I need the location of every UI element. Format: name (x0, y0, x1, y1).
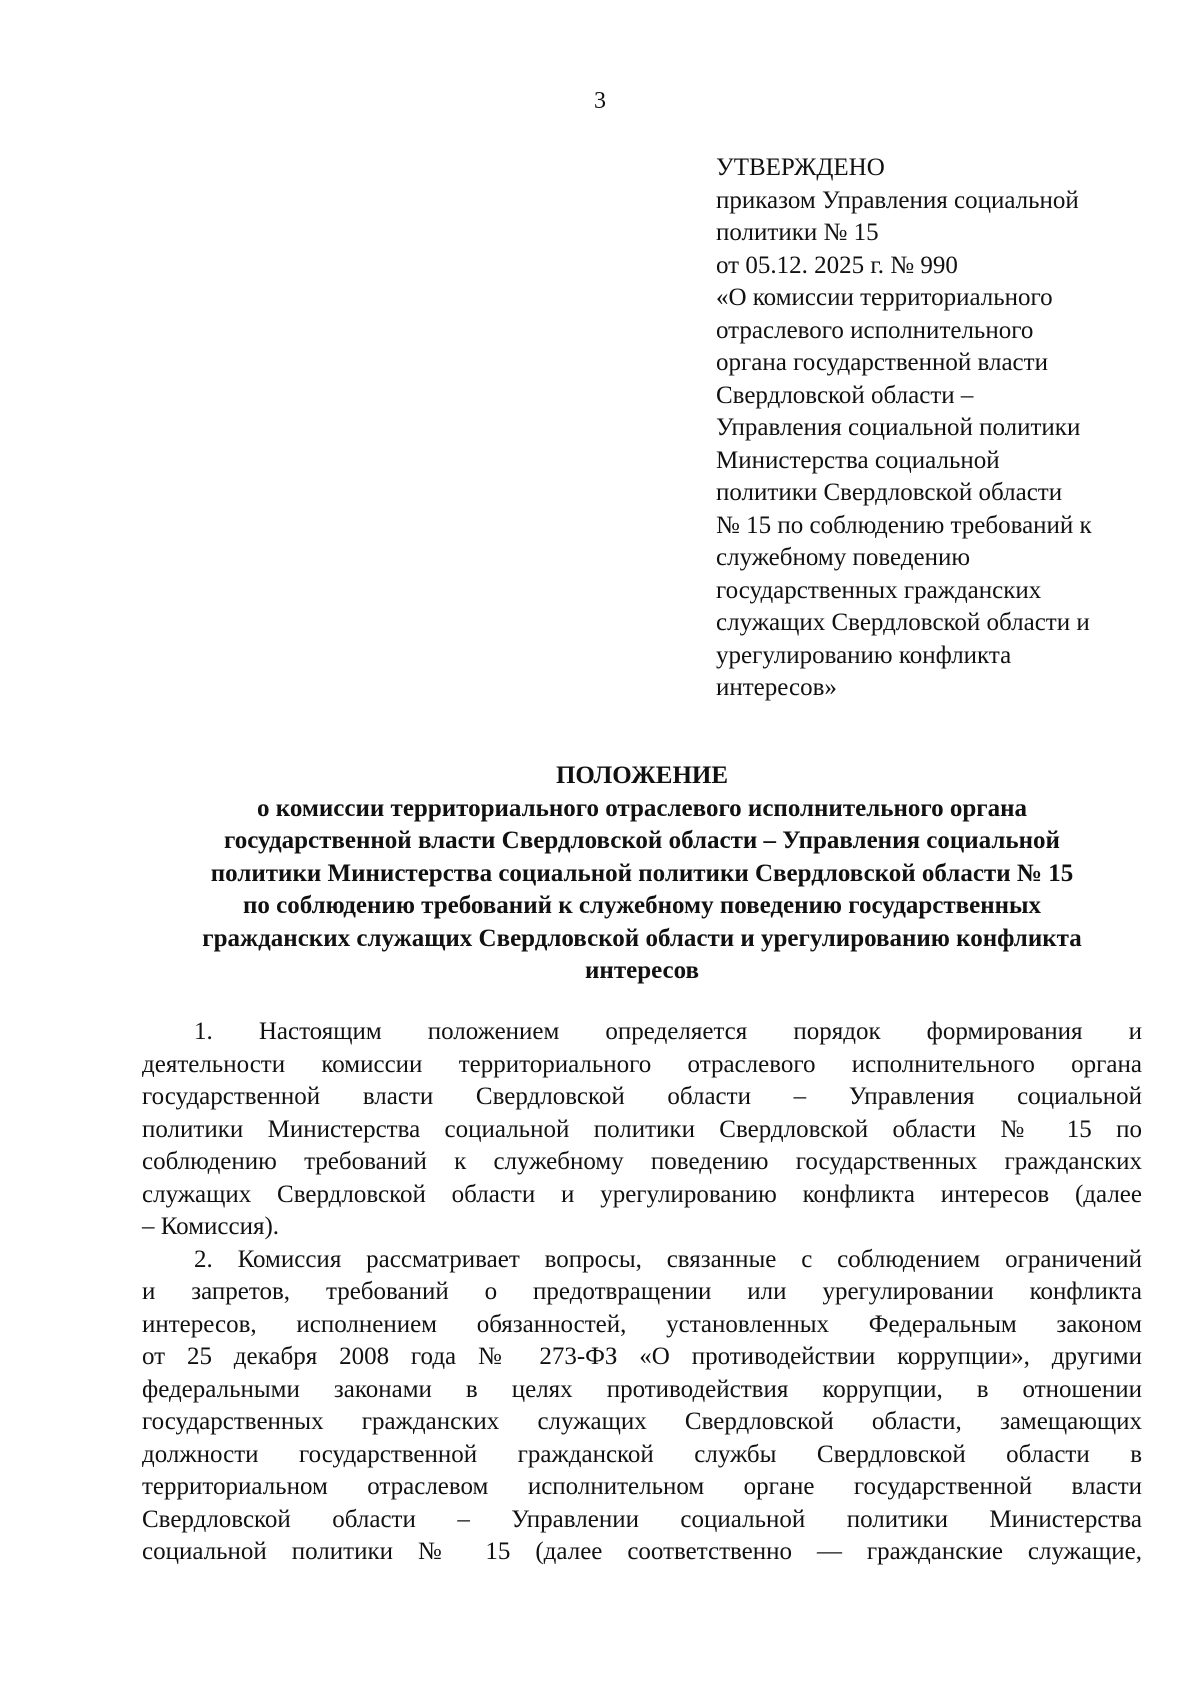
approval-line: урегулированию конфликта (716, 641, 1012, 669)
paragraph-1 (142, 1016, 1142, 1244)
title-line: государственной власти Свердловской области – Управления социальной (224, 827, 1060, 854)
paragraph-line: служащих Свердловской области и урегулированию конфликта интересов (далее (142, 1180, 1142, 1208)
paragraph-line: территориальном отраслевом исполнительном органе государственной власти (142, 1473, 1142, 1500)
document-body (142, 1016, 1142, 1569)
paragraph-line: соблюдению требований к служебному поведению государственных гражданских (142, 1148, 1142, 1175)
paragraph-line: государственной власти Свердловской области – Управления социальной (142, 1083, 1142, 1110)
approval-line: политики Свердловской области (716, 479, 1063, 506)
paragraph-line: политики Министерства социальной политики Свердловской области № 15 по (142, 1115, 1142, 1143)
approval-line: Управления социальной политики (716, 414, 1081, 441)
paragraph-line: государственных гражданских служащих Свердловской области, замещающих (142, 1408, 1142, 1435)
paragraph-line: 2. Комиссия рассматривает вопросы, связанные с соблюдением ограничений (194, 1245, 1142, 1273)
approval-line: Министерства социальной (716, 446, 1000, 474)
paragraph-line: должности государственной гражданской службы Свердловской области в (142, 1440, 1142, 1468)
title-heading: ПОЛОЖЕНИЕ (555, 762, 729, 789)
paragraph-line: деятельности комиссии территориального отраслевого исполнительного органа (142, 1050, 1142, 1078)
title-line: по соблюдению требований к служебному поведению государственных (242, 892, 1042, 919)
paragraph-line: Свердловской области – Управлении социальной политики Министерства (142, 1505, 1142, 1533)
approval-line: «О комиссии территориального (716, 284, 1053, 311)
approval-line: № 15 по соблюдению требований к (716, 511, 1092, 539)
paragraph-line: и запретов, требований о предотвращении или урегулировании конфликта (142, 1278, 1142, 1305)
paragraph-line: – Комиссия). (142, 1213, 280, 1240)
page-number: 3 (594, 88, 606, 114)
approval-line: отраслевого исполнительного (716, 316, 1034, 344)
approval-line: политики № 15 (716, 219, 879, 246)
title-line: гражданских служащих Свердловской области и урегулированию конфликта (202, 924, 1082, 952)
approval-line: УТВЕРЖДЕНО (716, 154, 885, 181)
paragraph-line: от 25 декабря 2008 года № 273-ФЗ «О противодействии коррупции», другими (142, 1343, 1142, 1370)
paragraph-line: 1. Настоящим положением определяется порядок формирования и (194, 1018, 1142, 1045)
approval-line: интересов» (716, 674, 837, 701)
approval-line: от 05.12. 2025 г. № 990 (716, 251, 958, 279)
paragraph-2 (142, 1244, 1142, 1569)
approval-line: служащих Свердловской области и (716, 609, 1090, 636)
approval-line: приказом Управления социальной (716, 186, 1079, 214)
title-line: политики Министерства социальной политики Свердловской области № 15 (210, 859, 1074, 887)
document-title (132, 760, 1152, 988)
approval-line: государственных гражданских (716, 576, 1042, 604)
paragraph-line: федеральными законами в целях противодействия коррупции, в отношении (142, 1375, 1142, 1403)
paragraph-line: интересов, исполнением обязанностей, установленных Федеральным законом (142, 1310, 1142, 1338)
approval-line: Свердловской области – (716, 381, 974, 409)
approval-line: служебному поведению (716, 544, 971, 571)
title-line: интересов (585, 957, 699, 984)
approval-line: органа государственной власти (716, 349, 1048, 376)
title-line: о комиссии территориального отраслевого исполнительного органа (257, 794, 1027, 822)
paragraph-line: социальной политики № 15 (далее соответственно — гражданские служащие, (142, 1538, 1142, 1565)
approval-stamp (716, 152, 1176, 705)
